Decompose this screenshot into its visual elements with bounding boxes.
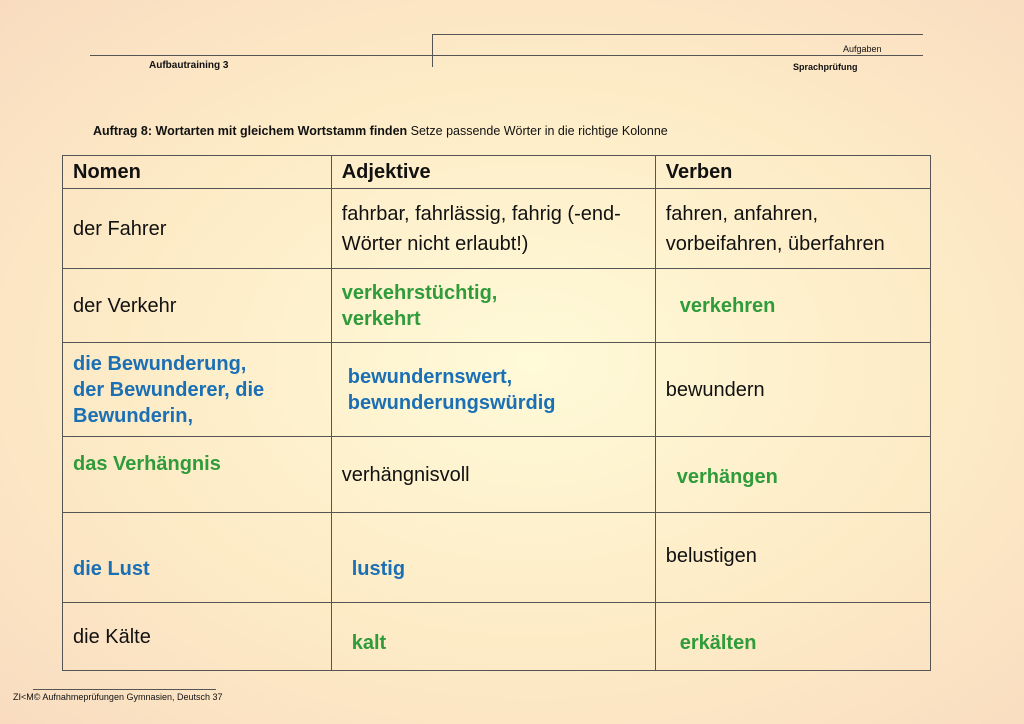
cell-nomen	[63, 603, 332, 671]
header-rule-right-top	[432, 34, 923, 35]
cell-nomen	[63, 437, 332, 513]
table-row	[63, 343, 931, 437]
cell-adjektive	[331, 437, 655, 513]
cell-text: fahrbar, fahrlässig, fahrig (-end-Wörter nicht erlaubt!)	[341, 202, 621, 255]
cell-text: lustig	[351, 558, 406, 580]
header-right-top: Aufgaben	[843, 44, 882, 54]
cell-text: der Fahrer	[73, 217, 167, 240]
cell-adjektive	[331, 189, 655, 269]
header-rule-right-bottom	[432, 55, 923, 56]
cell-text: die Bewunderung, der Bewunderer, die Bewunderin,	[73, 352, 265, 427]
cell-adjektive	[331, 343, 655, 437]
cell-verben	[655, 343, 930, 437]
header-right-bottom: Sprachprüfung	[793, 62, 858, 72]
cell-text: erkälten	[679, 632, 757, 654]
cell-text: verhängnisvoll	[341, 463, 470, 486]
cell-nomen	[63, 269, 332, 343]
cell-text: bewundern	[665, 378, 765, 401]
column-header-nomen: Nomen	[63, 156, 332, 189]
cell-verben	[655, 437, 930, 513]
cell-text: die Lust	[73, 558, 150, 580]
cell-verben	[655, 513, 930, 603]
cell-text: belustigen	[665, 545, 757, 567]
cell-nomen	[63, 343, 332, 437]
cell-text: der Verkehr	[73, 294, 177, 317]
cell-adjektive	[331, 269, 655, 343]
cell-adjektive	[331, 513, 655, 603]
header-rule-left	[90, 55, 433, 56]
word-family-table	[62, 155, 931, 671]
task-text: Setze passende Wörter in die richtige Kolonne	[410, 124, 668, 138]
task-line	[93, 124, 668, 138]
header-left-title: Aufbautraining 3	[149, 60, 229, 71]
column-header-adjektive: Adjektive	[331, 156, 655, 189]
cell-text: verhängen	[676, 466, 778, 488]
table-row	[63, 437, 931, 513]
task-label: Auftrag 8: Wortarten mit gleichem Wortstamm finden	[93, 124, 408, 138]
table-header-row	[63, 156, 931, 189]
cell-text: verkehrstüchtig, verkehrt	[341, 281, 498, 330]
cell-text: kalt	[351, 632, 387, 654]
cell-text: die Kälte	[73, 625, 151, 648]
cell-verben	[655, 603, 930, 671]
cell-text: fahren, anfahren, vorbeifahren, überfahren	[665, 202, 885, 255]
cell-text: bewundernswert, bewunderungswürdig	[347, 365, 556, 414]
table-row	[63, 269, 931, 343]
table-row	[63, 189, 931, 269]
table-row	[63, 603, 931, 671]
column-header-verben: Verben	[655, 156, 930, 189]
cell-nomen	[63, 513, 332, 603]
table-row	[63, 513, 931, 603]
cell-verben	[655, 189, 930, 269]
cell-text: das Verhängnis	[73, 453, 221, 475]
header-divider	[432, 34, 433, 67]
cell-text: verkehren	[679, 294, 776, 317]
footer-text: ZI<M© Aufnahmeprüfungen Gymnasien, Deutsch 37	[13, 692, 223, 702]
cell-verben	[655, 269, 930, 343]
cell-adjektive	[331, 603, 655, 671]
footer-rule	[33, 689, 216, 690]
cell-nomen	[63, 189, 332, 269]
